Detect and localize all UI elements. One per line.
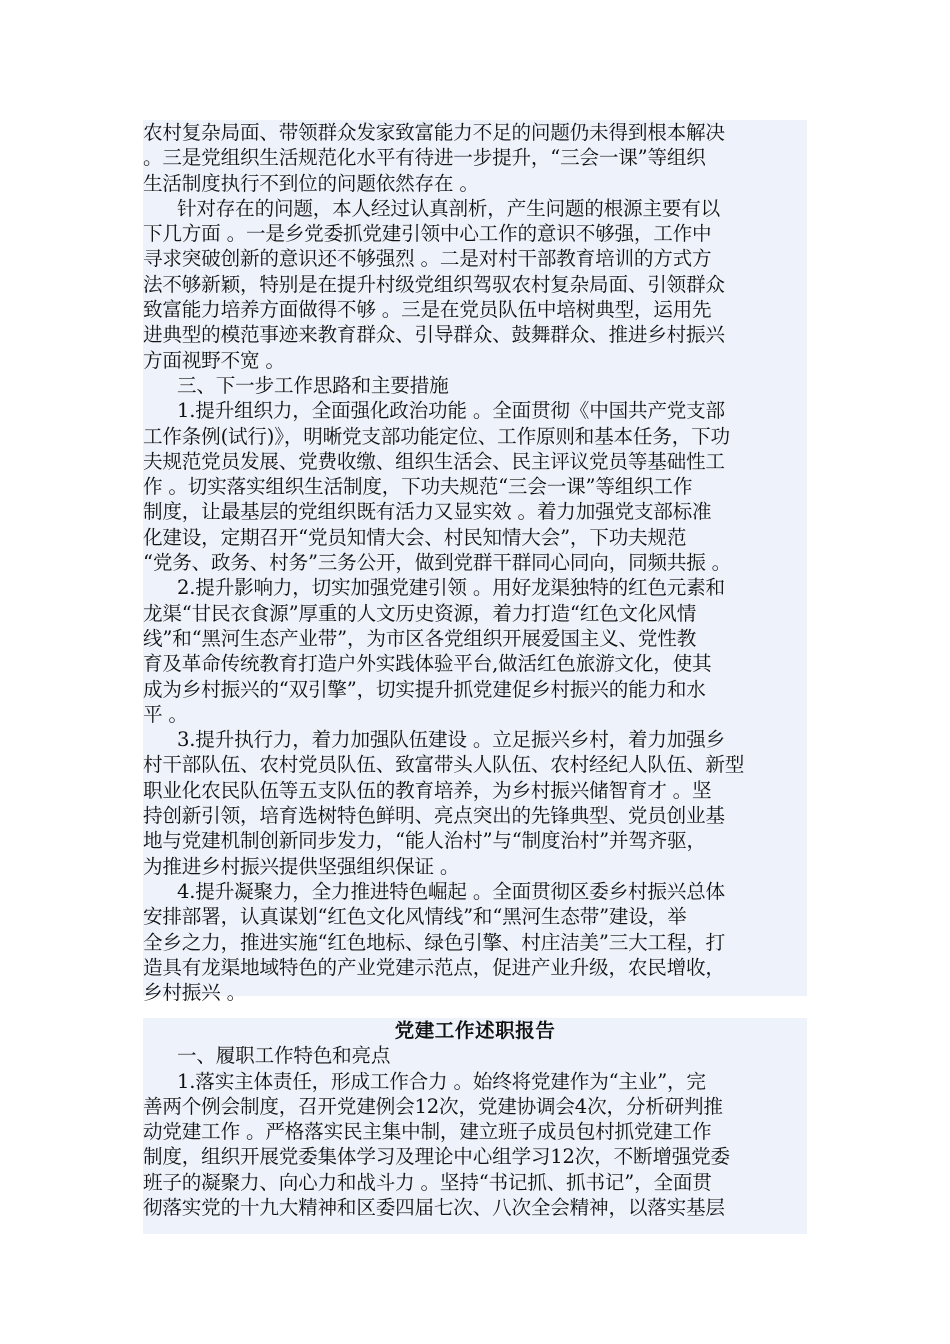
paragraph-line: 致富能力培养方面做得不够 。三是在党员队伍中培树典型，运用先 [143, 298, 712, 322]
paragraph-line: 持创新引领，培育选树特色鲜明、亮点突出的先锋典型、党员创业基 [143, 804, 725, 828]
report-new-section [143, 1018, 807, 1234]
paragraph-line: 针对存在的问题，本人经过认真剖析，产生问题的根源主要有以 [177, 196, 721, 220]
paragraph-line: 1.提升组织力，全面强化政治功能 。全面贯彻《中国共产党支部 [177, 399, 725, 423]
paragraph-line: 方面视野不宽 。 [143, 348, 285, 372]
paragraph-line: 。三是党组织生活规范化水平有待进一步提升，“三会一课”等组织 [143, 146, 706, 170]
paragraph-line: 生活制度执行不到位的问题依然存在 。 [143, 171, 479, 195]
paragraph-line: 造具有龙渠地域特色的产业党建示范点，促进产业升级，农民增收， [143, 955, 725, 979]
section-heading: 一、履职工作特色和亮点 [177, 1044, 391, 1068]
report-title: 党建工作述职报告 [394, 1019, 556, 1042]
paragraph-line: 村干部队伍、农村党员队伍、致富带头人队伍、农村经纪人队伍、新型 [143, 753, 745, 777]
paragraph-line: 平 。 [143, 702, 188, 726]
section-heading: 三、下一步工作思路和主要措施 [177, 373, 449, 397]
paragraph-line: 班子的凝聚力、向心力和战斗力 。坚持“书记抓、抓书记”，全面贯 [143, 1170, 712, 1194]
paragraph-line: “党务、政务、村务”三务公开，做到党群干群同心同向，同频共振 。 [143, 551, 732, 575]
paragraph-line: 线”和“黑河生态产业带”，为市区各党组织开展爱国主义、党性教 [143, 626, 697, 650]
paragraph-line: 彻落实党的十九大精神和区委四届七次、八次全会精神，以落实基层 [143, 1196, 725, 1220]
paragraph-line: 农村复杂局面、带领群众发家致富能力不足的问题仍未得到根本解决 [143, 121, 725, 144]
paragraph-line: 龙渠“甘民衣食源”厚重的人文历史资源，着力打造“红色文化风情 [143, 601, 697, 625]
paragraph-line: 工作条例(试行)》，明晰党支部功能定位、工作原则和基本任务，下功 [143, 424, 730, 448]
paragraph-line: 制度，组织开展党委集体学习及理论中心组学习12次，不断增强党委 [143, 1145, 730, 1169]
paragraph-line: 3.提升执行力，着力加强队伍建设 。立足振兴乡村，着力加强乡 [177, 728, 725, 752]
paragraph-line: 善两个例会制度，召开党建例会12次，党建协调会4次，分析研判推 [143, 1094, 723, 1118]
paragraph-line: 进典型的模范事迹来教育群众、引导群众、鼓舞群众、推进乡村振兴 [143, 323, 725, 347]
paragraph-line: 成为乡村振兴的“双引擎”，切实提升抓党建促乡村振兴的能力和水 [143, 677, 706, 701]
paragraph-line: 化建设，定期召开“党员知情大会、村民知情大会”，下功夫规范 [143, 525, 687, 549]
paragraph-line: 4.提升凝聚力，全力推进特色崛起 。全面贯彻区委乡村振兴总体 [177, 879, 725, 903]
paragraph-line: 地与党建机制创新同步发力，“能人治村”与“制度治村”并驾齐驱， [143, 829, 706, 853]
paragraph-line: 法不够新颖，特别是在提升村级党组织驾驭农村复杂局面、引领群众 [143, 272, 725, 296]
paragraph-line: 作 。切实落实组织生活制度，下功夫规范“三会一课”等组织工作 [143, 475, 693, 499]
paragraph-line: 乡村振兴 。 [143, 981, 246, 1005]
paragraph-line: 2.提升影响力，切实加强党建引领 。用好龙渠独特的红色元素和 [177, 576, 725, 600]
paragraph-line: 安排部署，认真谋划“红色文化风情线”和“黑河生态带”建设，举 [143, 905, 687, 929]
paragraph-line: 动党建工作 。严格落实民主集中制，建立班子成员包村抓党建工作 [143, 1120, 712, 1144]
paragraph-line: 夫规范党员发展、党费收缴、组织生活会、民主评议党员等基础性工 [143, 449, 725, 473]
paragraph-line: 育及革命传统教育打造户外实践体验平台,做活红色旅游文化，使其 [143, 652, 712, 676]
paragraph-line: 制度，让最基层的党组织既有活力又显实效 。着力加强党支部标准 [143, 500, 712, 524]
paragraph-line: 职业化农民队伍等五支队伍的教育培养，为乡村振兴储智育才 。坚 [143, 778, 712, 802]
paragraph-line: 全乡之力，推进实施“红色地标、绿色引擎、村庄洁美”三大工程，打 [143, 930, 726, 954]
paragraph-line: 寻求突破创新的意识还不够强烈 。二是对村干部教育培训的方式方 [143, 247, 712, 271]
paragraph-line: 1.落实主体责任，形成工作合力 。始终将党建作为“主业”，完 [177, 1069, 706, 1093]
paragraph-line: 下几方面 。一是乡党委抓党建引领中心工作的意识不够强，工作中 [143, 222, 712, 246]
report-continuation-section [143, 120, 807, 1005]
paragraph-line: 为推进乡村振兴提供坚强组织保证 。 [143, 854, 460, 878]
